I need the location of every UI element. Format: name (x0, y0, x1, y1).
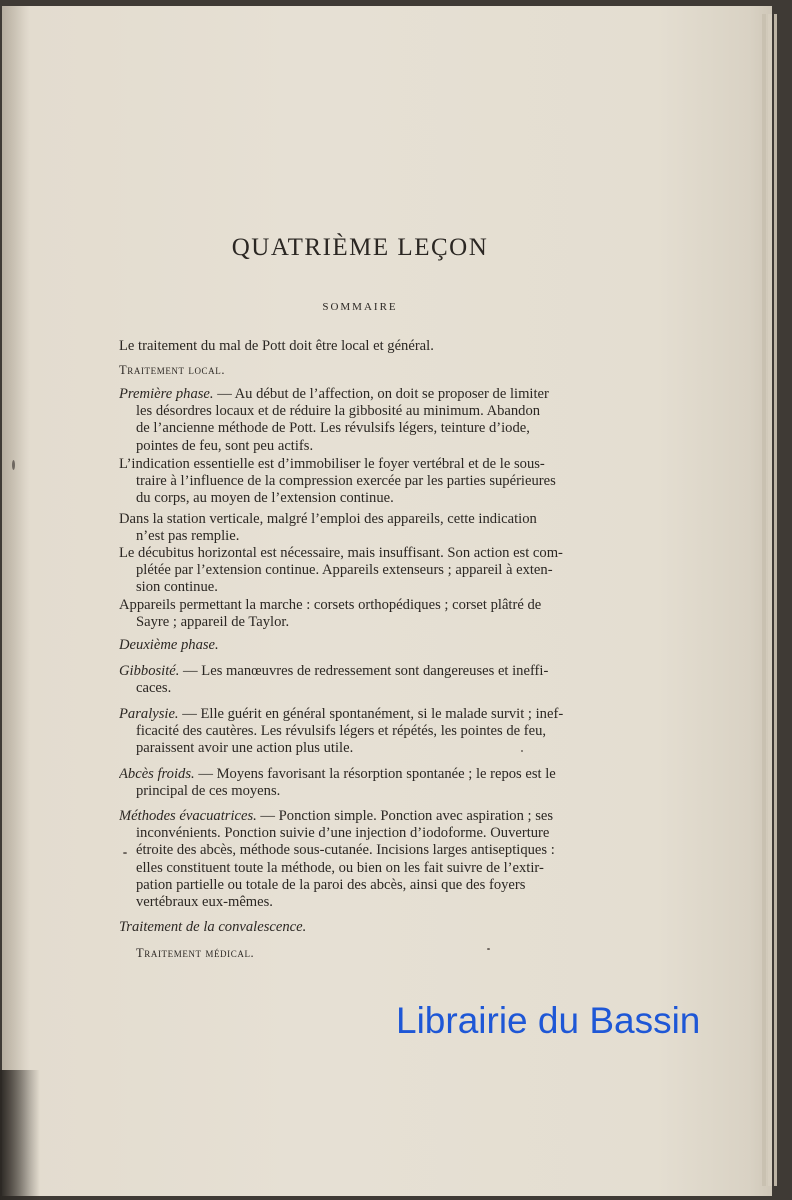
paragraph-line: de l’ancienne méthode de Pott. Les révulsifs légers, teinture d’iode, (136, 420, 530, 437)
heading-deuxieme-phase (119, 637, 597, 654)
paragraph-line: ficacité des cautères. Les révulsifs légers et répétés, les pointes de feu, (136, 723, 547, 740)
gibbosite-text: — Les manœuvres de redressement sont dangereuses et ineffi- (179, 663, 549, 679)
paragraph-line: plétée par l’extension continue. Appareils extenseurs ; appareil à exten- (136, 562, 553, 579)
paragraph-line (119, 808, 597, 825)
paragraph-line: pointes de feu, sont peu actifs. (136, 437, 314, 454)
methodes-text: — Ponction simple. Ponction avec aspiration ; ses (256, 808, 554, 824)
paragraph-abces-froids (119, 766, 597, 800)
paragraph-line: elles constituent toute la méthode, ou bien on les fait suivre de l’extir- (136, 859, 544, 876)
paragraph-line (119, 386, 597, 403)
paragraph-line: Dans la station verticale, malgré l’emploi des appareils, cette indication (119, 511, 537, 527)
paragraph-line (119, 766, 597, 783)
paralysie-text: — Elle guérit en général spontanément, si le malade survit ; inef- (178, 706, 564, 722)
convalescence-label: Traitement de la convalescence. (119, 919, 307, 935)
paragraph-line: n’est pas remplie. (136, 528, 240, 545)
paragraph-line: L’indication essentielle est d’immobiliser le foyer vertébral et de le sous- (119, 456, 545, 472)
intro-paragraph (119, 338, 597, 355)
section-heading-medical (119, 945, 597, 962)
paper-speck (487, 948, 490, 950)
paragraph-premiere-phase (119, 386, 597, 455)
abces-lead: Abcès froids. (119, 766, 195, 782)
paragraph-line (119, 663, 597, 680)
paragraph-line: Sayre ; appareil de Taylor. (136, 614, 290, 631)
heading-convalescence (119, 919, 597, 936)
paragraph-line: Appareils permettant la marche : corsets orthopédiques ; corset plâtré de (119, 597, 542, 613)
abces-text: — Moyens favorisant la résorption spontanée ; le repos est le (194, 766, 556, 782)
section-local-label: Traitement local. (119, 363, 226, 377)
lesson-title: QUATRIÈME LEÇON (231, 234, 489, 261)
paragraph-line: inconvénients. Ponction suivie d’une injection d’iodoforme. Ouverture (136, 825, 550, 842)
page-edge (774, 14, 777, 1186)
paragraph-line: Le décubitus horizontal est nécessaire, mais insuffisant. Son action est com- (119, 545, 563, 561)
paragraph-indication (119, 456, 597, 508)
paragraph-line: les désordres locaux et de réduire la gibbosité au minimum. Abandon (136, 403, 541, 420)
binding-gutter-shadow (2, 6, 30, 1196)
deuxieme-phase-label: Deuxième phase. (119, 637, 219, 653)
paragraph-methodes (119, 808, 597, 911)
paragraph-station (119, 511, 597, 545)
section-medical-label: Traitement médical. (136, 946, 255, 960)
section-heading-local (119, 362, 597, 379)
paper-speck (12, 460, 15, 470)
bookseller-watermark: Librairie du Bassin (396, 1000, 701, 1041)
paragraph-line: pation partielle ou totale de la paroi des abcès, ainsi que des foyers (136, 876, 526, 893)
page-edge (762, 14, 766, 1186)
paper-speck (521, 750, 523, 752)
scan-corner-shadow (0, 1070, 40, 1200)
gibbosite-lead: Gibbosité. (119, 663, 180, 679)
page-edge (768, 14, 772, 1186)
paralysie-lead: Paralysie. (119, 706, 179, 722)
paragraph-line: traire à l’influence de la compression exercée par les parties supérieures (136, 473, 556, 490)
paragraph-appareils (119, 597, 597, 631)
paragraph-line: étroite des abcès, méthode sous-cutanée. Incisions larges antiseptiques : (136, 842, 555, 859)
paragraph-line: vertébraux eux-mêmes. (136, 894, 273, 911)
summary-heading: SOMMAIRE (322, 301, 398, 313)
paragraph-line: caces. (136, 680, 172, 697)
paragraph-decubitus (119, 545, 597, 597)
paragraph-line: du corps, au moyen de l’extension continue. (136, 490, 394, 507)
methodes-lead: Méthodes évacuatrices. (119, 808, 257, 824)
premiere-phase-text: — Au début de l’affection, on doit se proposer de limiter (213, 386, 549, 402)
paragraph-paralysie (119, 706, 597, 758)
paragraph-line: principal de ces moyens. (136, 783, 281, 800)
paragraph-gibbosite (119, 663, 597, 697)
intro-line: Le traitement du mal de Pott doit être local et général. (119, 338, 434, 354)
premiere-phase-lead: Première phase. (119, 386, 214, 402)
paper-speck (123, 852, 127, 854)
paragraph-line: paraissent avoir une action plus utile. (136, 740, 354, 757)
paragraph-line (119, 706, 597, 723)
paragraph-line: sion continue. (136, 579, 218, 596)
